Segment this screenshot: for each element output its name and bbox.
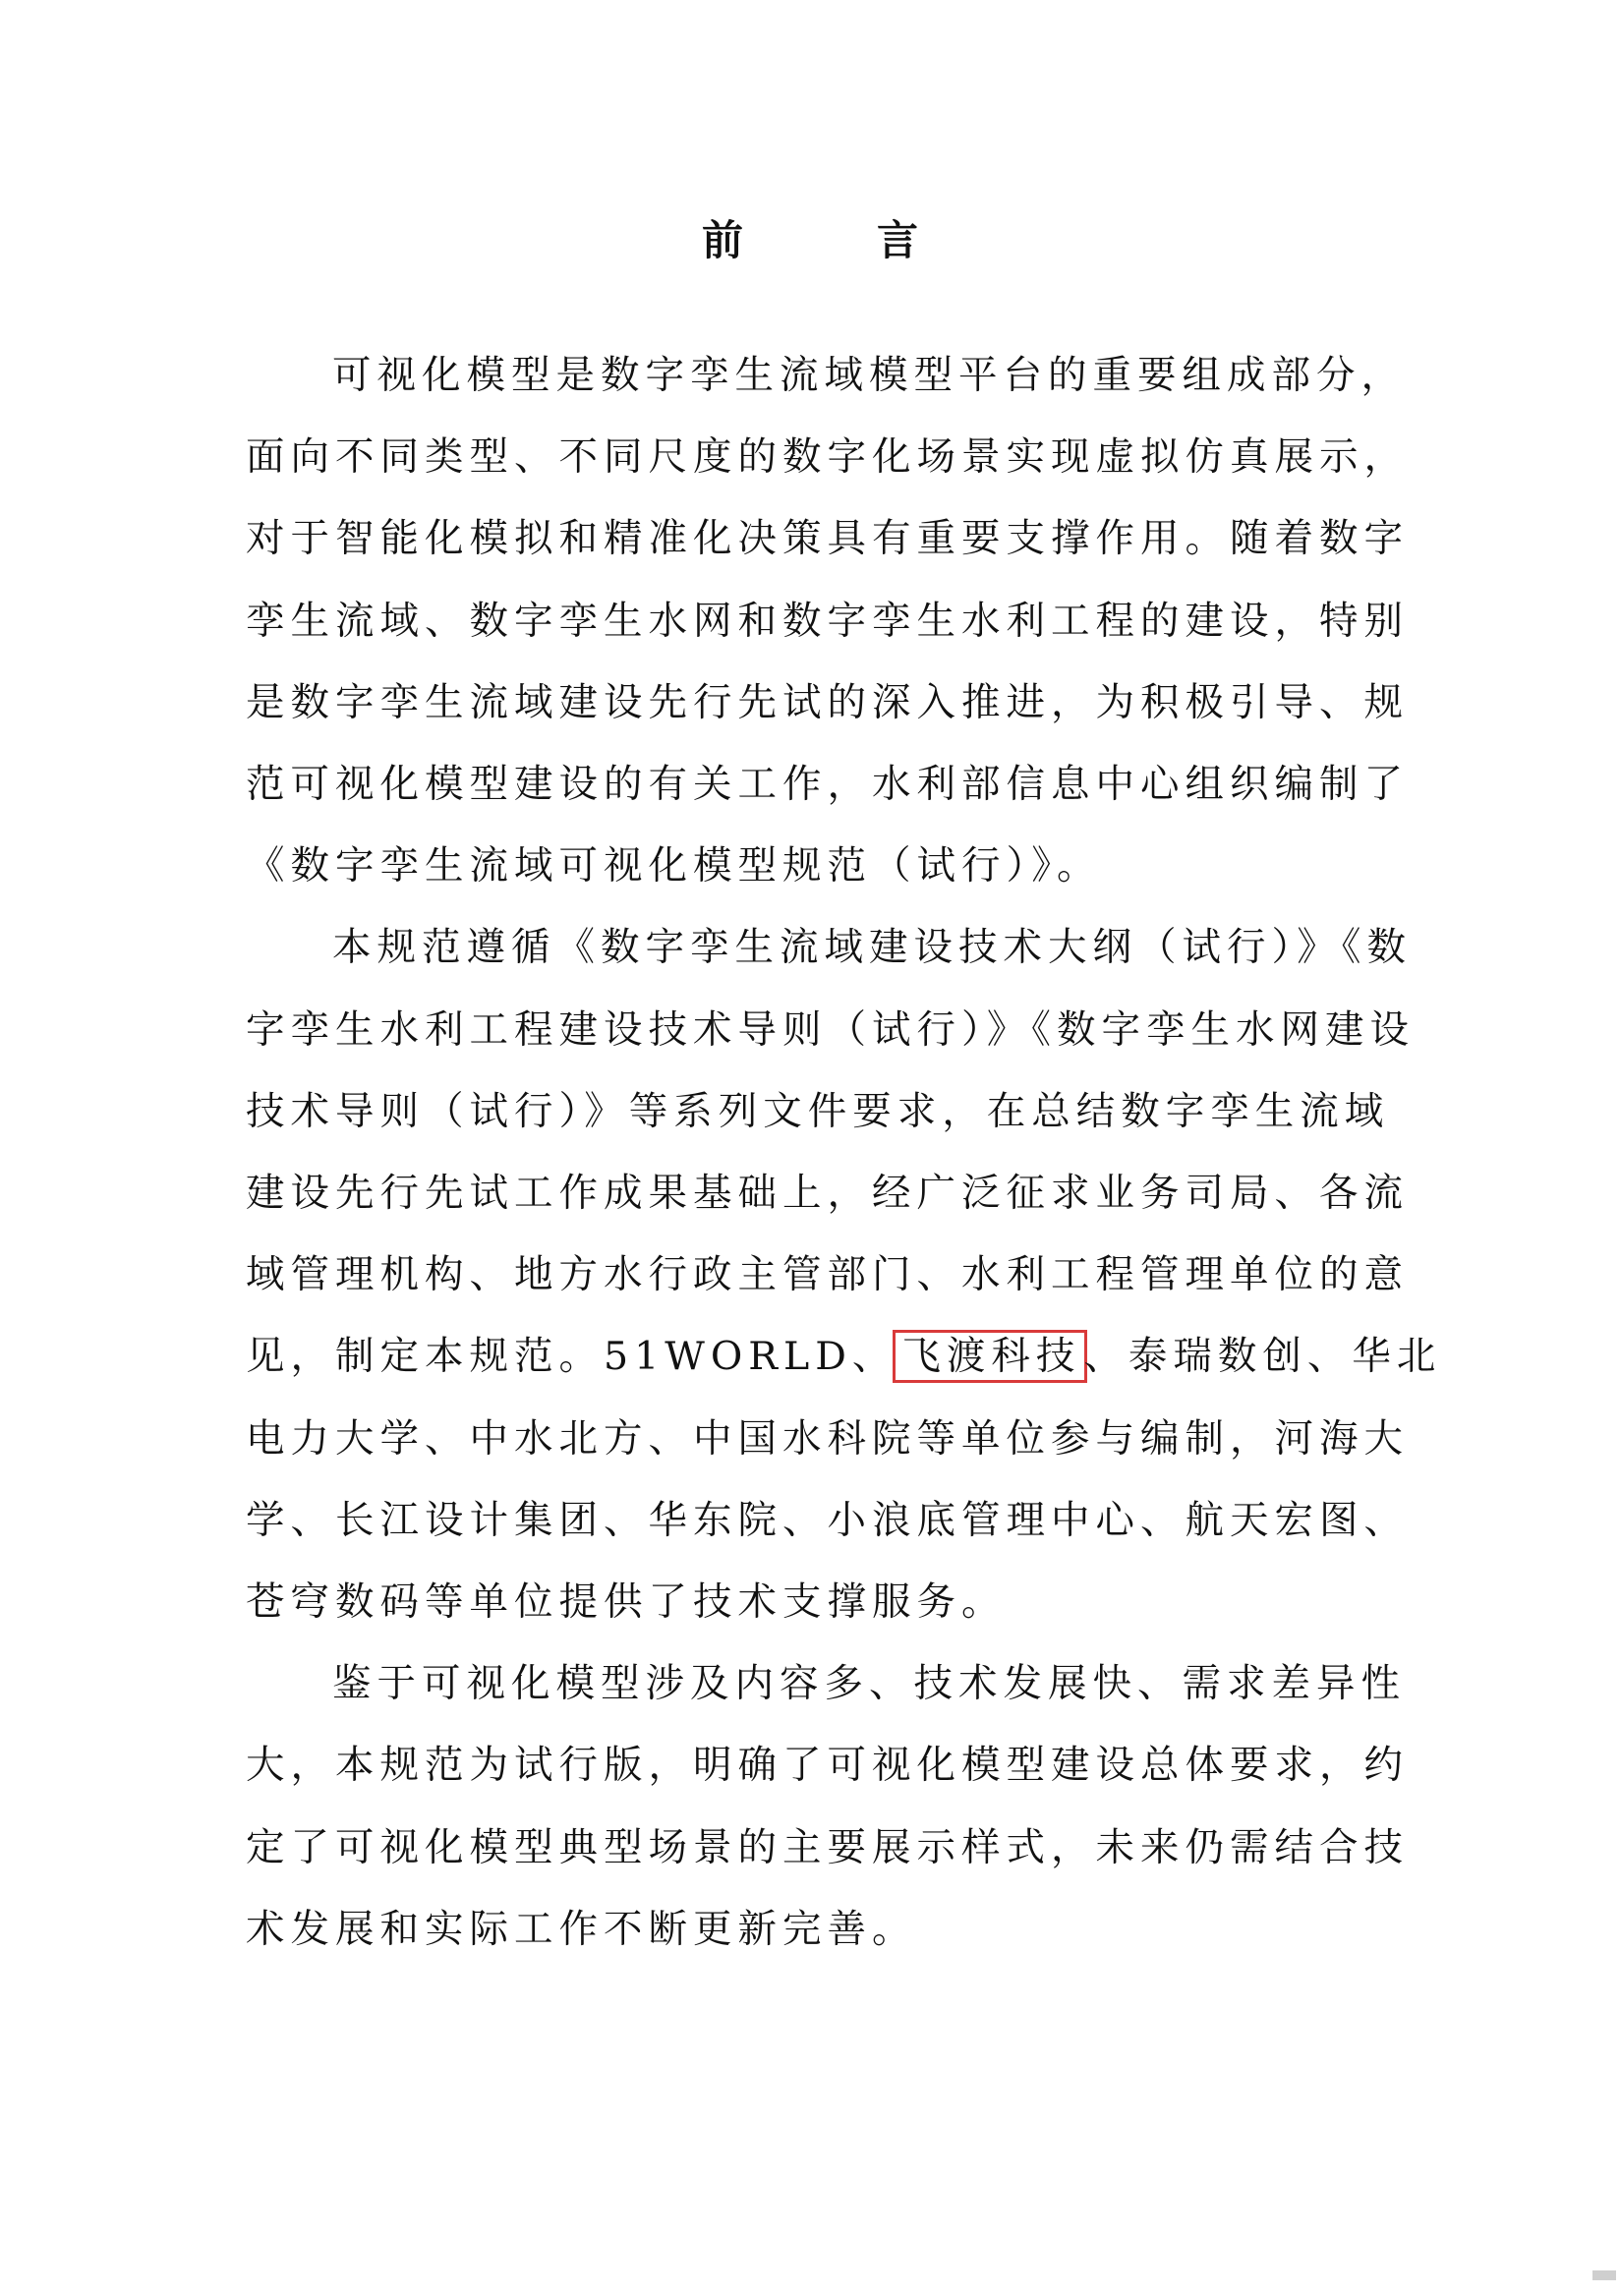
scan-mark — [1592, 2270, 1616, 2280]
line-text: 、泰瑞数创、华北 — [1083, 1334, 1442, 1379]
paragraph-first-line: 可视化模型是数字孪生流域模型平台的重要组成部分， — [332, 353, 1406, 398]
paragraph-line: 建设先行先试工作成果基础上，经广泛征求业务司局、各流 — [246, 1171, 1409, 1216]
paragraph-line: 面向不同类型、不同尺度的数字化场景实现虚拟仿真展示， — [246, 434, 1409, 480]
paragraph-line: 术发展和实际工作不断更新完善。 — [246, 1907, 917, 1952]
paragraph-line: 《数字孪生流域可视化模型规范（试行）》。 — [246, 843, 1102, 889]
title-char: 言 — [877, 216, 919, 264]
paragraph-line — [246, 1329, 1442, 1384]
highlighted-org-name: 飞渡科技 — [893, 1330, 1087, 1383]
paragraph-line: 电力大学、中水北方、中国水科院等单位参与编制，河海大 — [246, 1416, 1409, 1462]
line-text: 见，制定本规范。51WORLD、 — [246, 1334, 897, 1379]
paragraph-first-line: 本规范遵循《数字孪生流域建设技术大纲（试行）》《数 — [332, 925, 1412, 970]
paragraph-line: 苍穹数码等单位提供了技术支撑服务。 — [246, 1579, 1007, 1625]
paragraph-line: 字孪生水利工程建设技术导则（试行）》《数字孪生水网建设 — [246, 1007, 1415, 1053]
paragraph-line: 学、长江设计集团、华东院、小浪底管理中心、航天宏图、 — [246, 1498, 1409, 1543]
paragraph-first-line: 鉴于可视化模型涉及内容多、技术发展快、需求差异性 — [332, 1661, 1406, 1706]
paragraph-line: 域管理机构、地方水行政主管部门、水利工程管理单位的意 — [246, 1252, 1409, 1297]
paragraph-line: 是数字孪生流域建设先行先试的深入推进，为积极引导、规 — [246, 680, 1409, 725]
title-char: 前 — [701, 216, 743, 264]
paragraph-line: 对于智能化模拟和精准化决策具有重要支撑作用。随着数字 — [246, 516, 1409, 561]
paragraph-line: 范可视化模型建设的有关工作，水利部信息中心组织编制了 — [246, 762, 1409, 807]
paragraph-line: 技术导则（试行）》等系列文件要求，在总结数字孪生流域 — [246, 1089, 1390, 1134]
paragraph-line: 孪生流域、数字孪生水网和数字孪生水利工程的建设，特别 — [246, 599, 1409, 644]
page-title — [0, 208, 1620, 267]
paragraph-line: 定了可视化模型典型场景的主要展示样式，未来仍需结合技 — [246, 1825, 1409, 1870]
paragraph-line: 大，本规范为试行版，明确了可视化模型建设总体要求，约 — [246, 1743, 1409, 1788]
